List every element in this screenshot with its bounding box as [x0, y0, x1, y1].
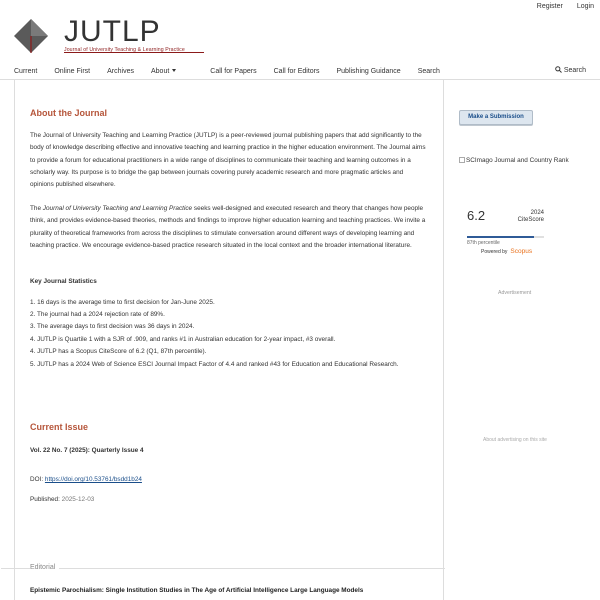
about-advertising-link[interactable]: About advertising on this site: [483, 437, 547, 443]
make-submission-button[interactable]: Make a Submission: [459, 110, 533, 125]
citescore-percentile-text: 87th percentile: [467, 240, 500, 246]
citescore-widget[interactable]: [467, 208, 544, 260]
section-divider: [1, 568, 445, 569]
logo-title: JUTLP: [64, 15, 161, 48]
journal-name-italic: Journal of University Teaching and Learning Practice: [41, 205, 194, 212]
powered-by: [481, 248, 532, 255]
nav-search[interactable]: Search: [417, 67, 440, 75]
doi-link[interactable]: https://doi.org/10.53761/bsdd1b24: [44, 476, 142, 483]
scimago-alt-text: SCImago Journal and Country Rank: [466, 157, 569, 164]
scimago-badge[interactable]: [459, 155, 569, 168]
stat-item: 5. JUTLP has a 2024 Web of Science ESCI Journal Impact Factor of 4.4 and ranked #43 for Education and Educational Research.: [30, 361, 399, 368]
section-label: Editorial: [30, 564, 59, 571]
published-date: 2025-12-03: [61, 496, 95, 503]
stat-item: 4. JUTLP has a Scopus CiteScore of 6.2 (Q1, 87th percentile).: [30, 348, 207, 355]
stat-item: 4. JUTLP is Quartile 1 with a SJR of .909, and ranks #1 in Australian education for 2-year impact, #3 overall.: [30, 336, 336, 343]
search-icon: [555, 66, 562, 73]
nav-publishing-guidance[interactable]: Publishing Guidance: [336, 67, 401, 75]
logo-diamond-icon: [14, 19, 48, 53]
citescore-label: CiteScore: [517, 217, 544, 223]
nav-about[interactable]: [151, 68, 193, 75]
about-paragraph-1: The Journal of University Teaching and Learning Practice (JUTLP) is a peer-reviewed journal publishing papers that add significantly to the body of knowledge describing effective and innovative teaching and learning practice in the higher education environment. The Journal aims to provide a forum for educational practitioners in a wide range of disciplines to communicate their teaching and learning outcomes in a scholarly way. Its purpose is to bridge the gap between journals covering purely academic research and more pragmatic articles and opinions published elsewhere.: [30, 132, 426, 189]
powered-by-label: Powered by: [481, 249, 508, 255]
citescore-percentile-fill: [467, 236, 534, 238]
para2-prefix: The: [30, 205, 42, 212]
main-content: [14, 80, 444, 600]
nav-archives[interactable]: Archives: [107, 67, 134, 75]
chevron-down-icon: [172, 69, 176, 72]
issue-link[interactable]: Vol. 22 No. 7 (2025): Quarterly Issue 4: [30, 447, 144, 454]
nav-call-for-editors[interactable]: Call for Editors: [273, 67, 320, 75]
register-link[interactable]: Register: [536, 3, 563, 10]
primary-nav: [0, 62, 600, 80]
advertisement-label: Advertisement: [498, 290, 532, 296]
stats-heading: Key Journal Statistics: [30, 278, 97, 285]
nav-call-for-papers[interactable]: Call for Papers: [210, 67, 257, 75]
nav-about-label: About: [150, 67, 170, 75]
current-issue-title: Current Issue: [30, 422, 89, 432]
citescore-percentile-bar: [467, 236, 544, 238]
article-title-link[interactable]: Epistemic Parochialism: Single Institution Studies in The Age of Artificial Intelligence Large Language Models: [30, 587, 364, 594]
stat-item: 3. The average days to first decision was 36 days in 2024.: [30, 323, 195, 330]
about-title: About the Journal: [30, 108, 107, 118]
nav-online-first[interactable]: Online First: [54, 67, 91, 75]
login-link[interactable]: Login: [576, 3, 594, 10]
doi-label: DOI:: [30, 476, 44, 483]
stat-item: 2. The journal had a 2024 rejection rate of 89%.: [30, 311, 165, 318]
user-nav: [537, 0, 600, 14]
published-label: Published:: [30, 496, 60, 503]
para2-rest: seeks well-designed and executed research and theory that changes how people think, and provides evidence-based theories, methods and findings to improve higher education learning and teaching practices. We invite a plurality of theoretical frameworks from across the disciplines to stimulate conversation around different ways of developing learning and teaching practice. We encourage evidence-based practice research situated in the local context and the broader international literature.: [30, 205, 426, 249]
search-label: Search: [563, 67, 586, 74]
sidebar: [444, 80, 600, 600]
broken-image-icon: [459, 157, 465, 163]
stat-item: 1. 16 days is the average time to first decision for Jan-June 2025.: [30, 299, 215, 306]
about-paragraph-2: [30, 203, 428, 252]
scopus-logo: Scopus: [510, 248, 533, 255]
nav-current[interactable]: Current: [14, 67, 38, 75]
search-link[interactable]: [555, 62, 586, 80]
site-logo[interactable]: [14, 14, 214, 62]
citescore-value: 6.2: [467, 208, 486, 223]
doi-line: [30, 476, 142, 483]
published-line: [30, 496, 94, 503]
logo-subtitle: Journal of University Teaching & Learning Practice: [64, 47, 185, 53]
citescore-year: 2024: [530, 210, 544, 216]
